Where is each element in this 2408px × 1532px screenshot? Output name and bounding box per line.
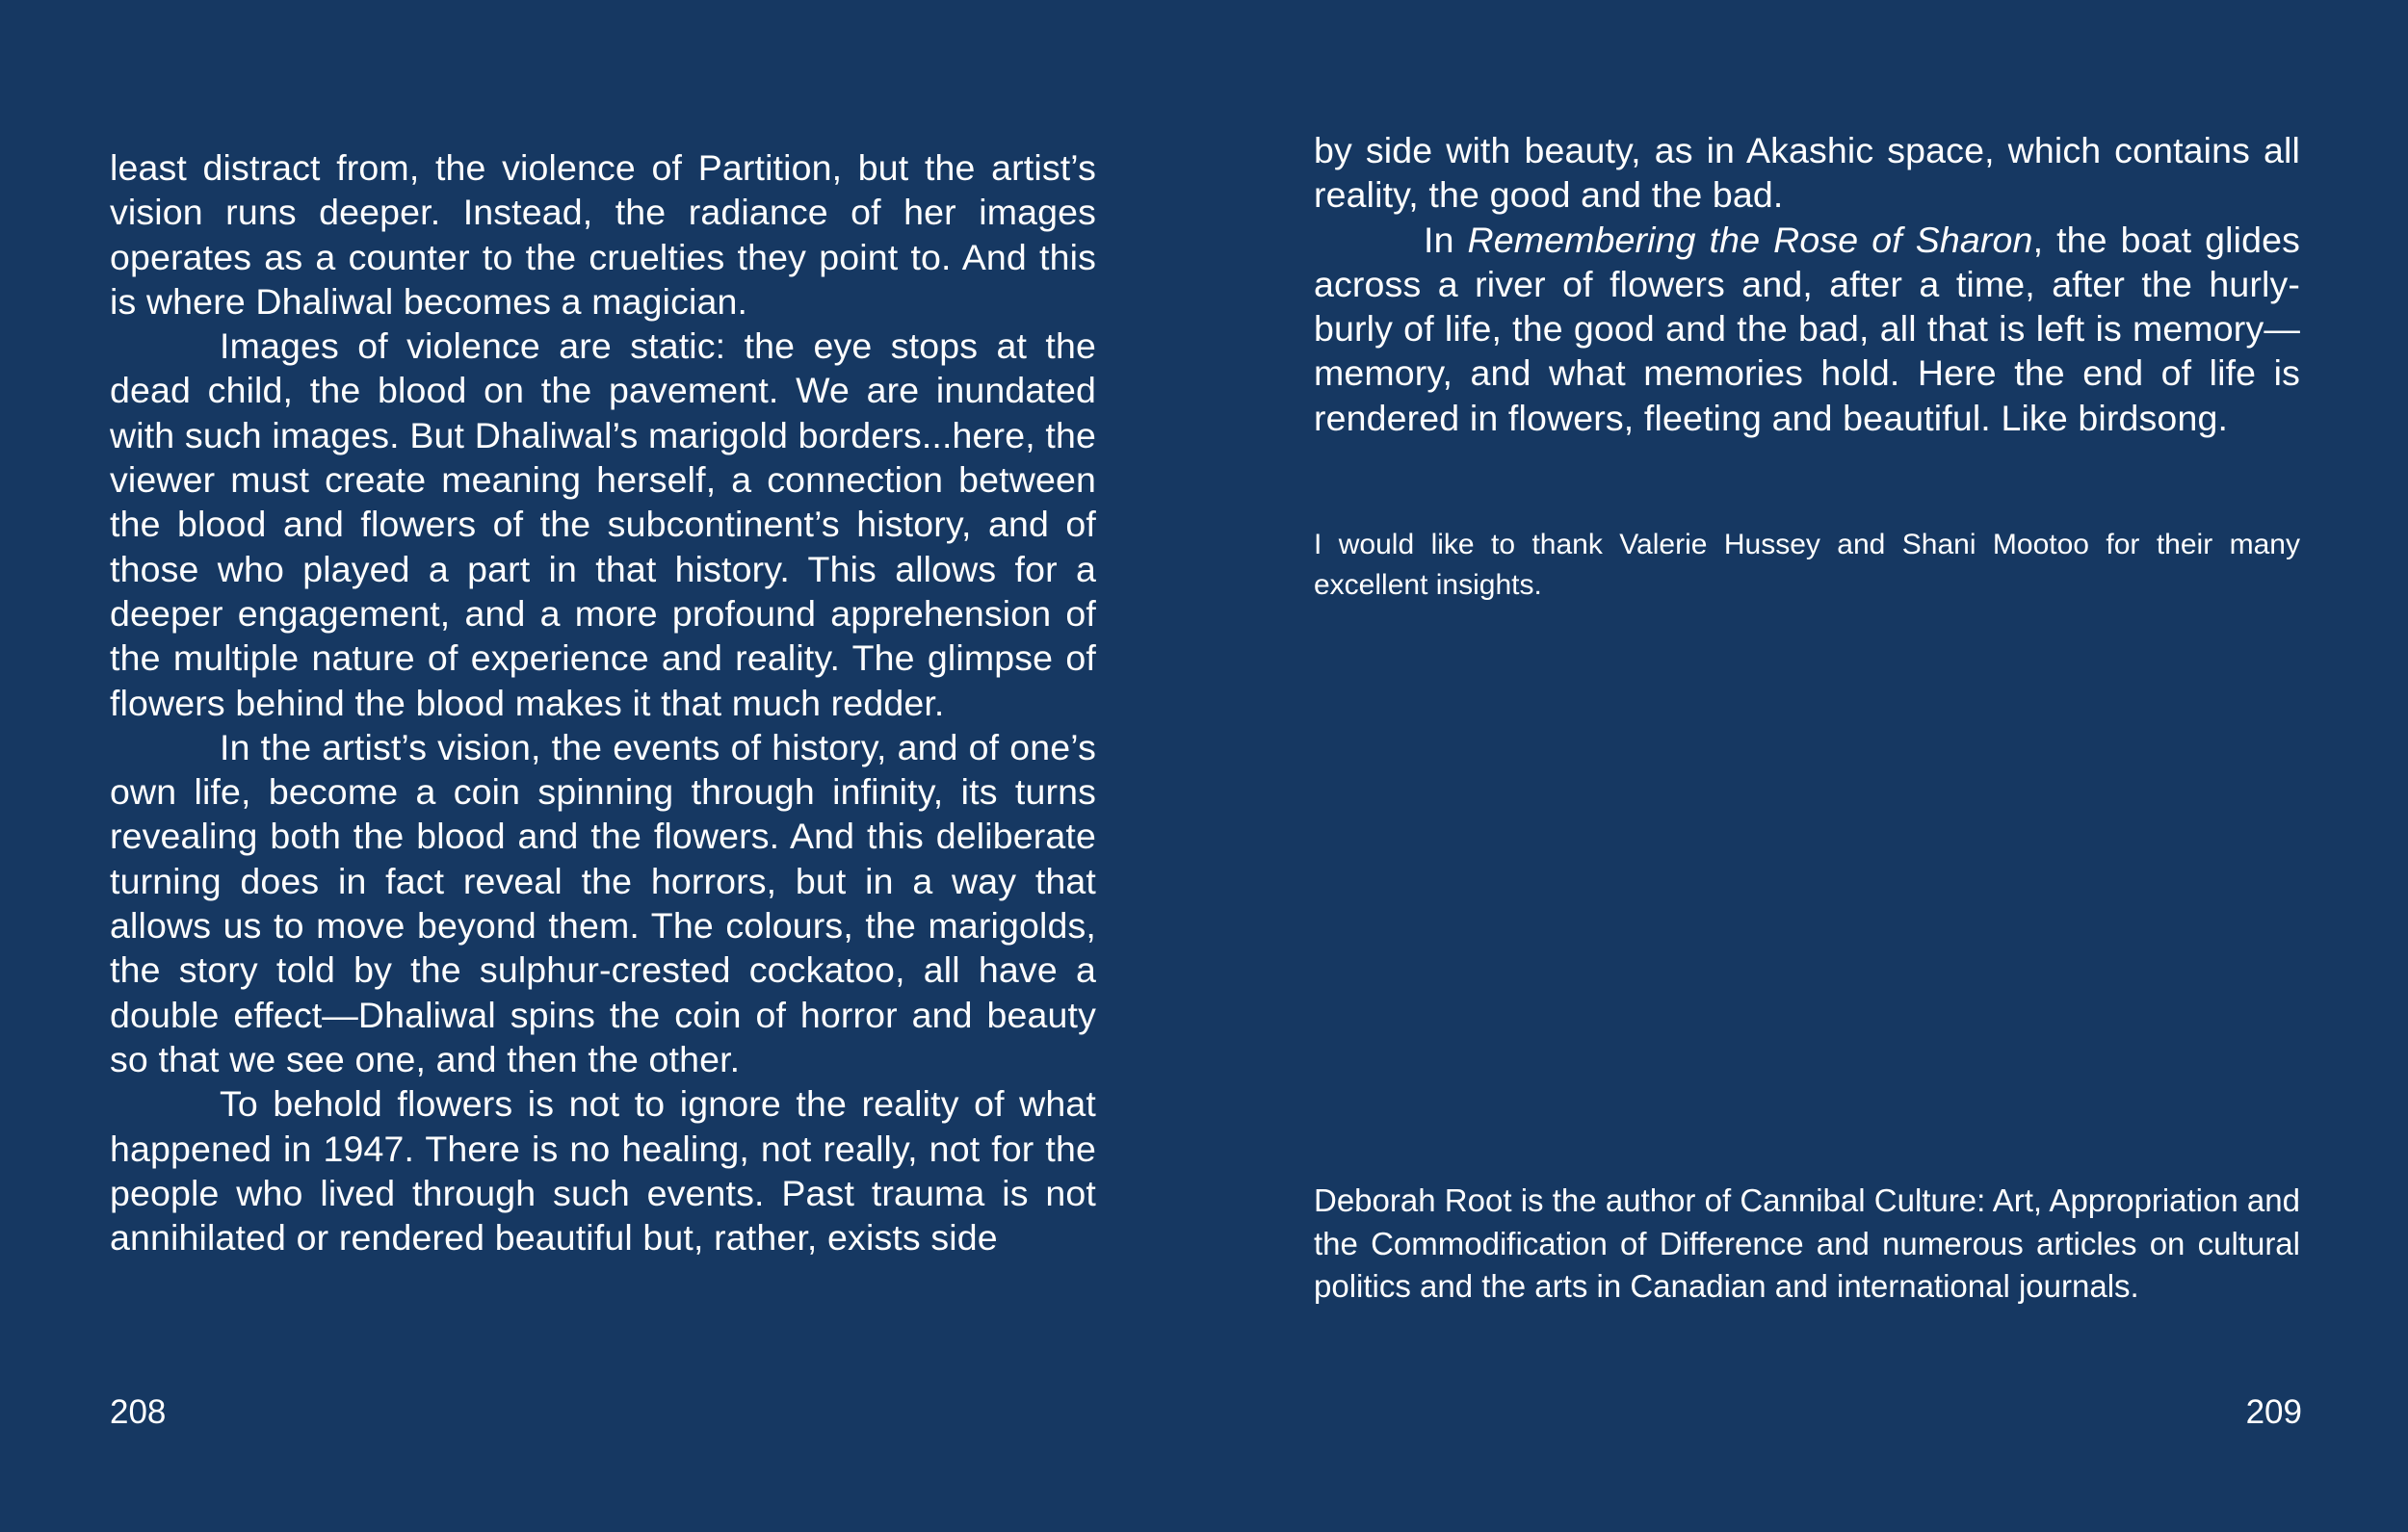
page-number-right: 209 (2245, 1393, 2302, 1431)
paragraph-rose-of-sharon (1314, 218, 2300, 440)
right-page-body (1314, 128, 2300, 440)
acknowledgement: I would like to thank Valerie Hussey and Shani Mootoo for their many excellent insights. (1314, 529, 2300, 601)
paragraph-coin-spinning: In the artist’s vision, the events of history, and of one’s own life, become a coin spinning through infinity, its turns revealing both the blood and the flowers. And this deliberate turning does in fact reveal the horrors, but in a way that allows us to move beyond them. The colours, the marigolds, the story told by the sulphur-crested cockatoo, all have a double effect—Dhaliwal spins the coin of horror and beauty so that we see one, and then the other. (110, 726, 1096, 1079)
paragraph-images-of-violence: Images of violence are static: the eye stops at the dead child, the blood on the pavement. We are inundated with such images. But Dhaliwal’s marigold borders...here, the viewer must create meaning herself, a connection between the blood and flowers of the subcontinent’s history, and of those who played a part in that history. This allows for a deeper engagement, and a more profound apprehension of the multiple nature of experience and reality. The glimpse of flowers behind the blood makes it that much redder. (110, 325, 1096, 723)
left-page-body (110, 145, 1096, 1259)
artwork-title: Remembering the Rose of Sharon (1467, 219, 2033, 260)
paragraph-rest: , the boat glides across a river of flowers and, after a time, after the hurly-burly of life, the good and the bad, all that is left is memory—memory, and what memories hold. Here the end of life is rendered in flowers, fleeting and beautiful. Like birdsong. (1314, 219, 2300, 438)
right-page (1204, 0, 2408, 1532)
author-bio: Deborah Root is the author of Cannibal Culture: Art, Appropriation and the Commodification of Difference and numerous articles on cultural politics and the arts in Canadian and international journals. (1314, 1182, 2300, 1304)
page-number-left: 208 (110, 1393, 167, 1431)
paragraph-lead: In (1424, 219, 1468, 260)
paragraph-behold-flowers: To behold flowers is not to ignore the reality of what happened in 1947. There is no healing, not really, not for the people who lived through such events. Past trauma is not annihilated or rendered beautiful but, rather, exists side (110, 1083, 1096, 1259)
paragraph-continuation-right: by side with beauty, as in Akashic space, which contains all reality, the good and the bad. (1314, 130, 2300, 216)
paragraph-continuation: least distract from, the violence of Partition, but the artist’s vision runs deeper. Instead, the radiance of her images operates as a counter to the cruelties they point to. And this is where Dhaliwal becomes a magician. (110, 147, 1096, 322)
